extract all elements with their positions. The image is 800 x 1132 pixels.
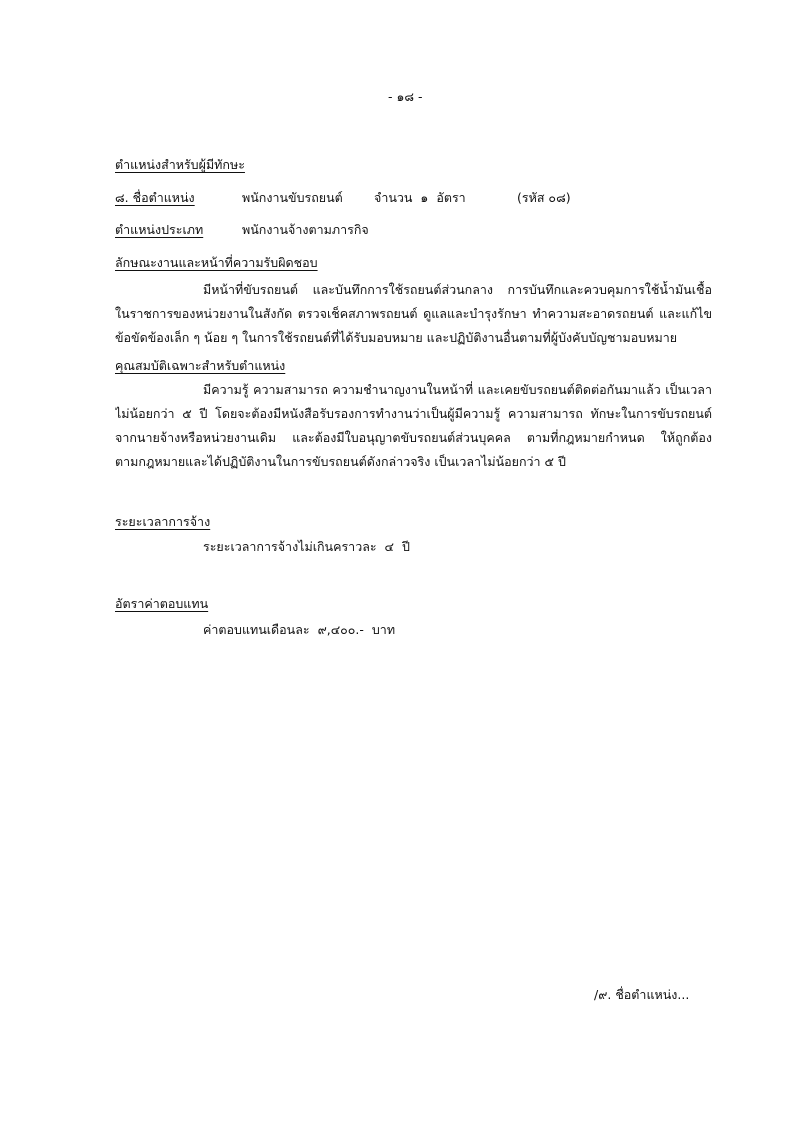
employment-period-heading: ระยะเวลาการจ้าง <box>115 514 211 529</box>
qualifications-line: ตามกฎหมายและได้ปฏิบัติงานในการขับรถยนต์ดังกล่าวจริง เป็นเวลาไม่น้อยกว่า ๕ ปี <box>115 454 566 469</box>
position-code: (รหัส ๐๘) <box>517 190 571 205</box>
duties-line: ข้อขัดข้องเล็ก ๆ น้อย ๆ ในการใช้รถยนต์ที่ได้รับมอบหมาย และปฏิบัติงานอื่นตามที่ผู้บังคับบัญชามอบหมาย <box>115 330 678 345</box>
position-label: ๘. ชื่อตำแหน่ง <box>115 190 195 205</box>
page-number: - ๑๘ - <box>388 89 423 104</box>
qualifications-heading: คุณสมบัติเฉพาะสำหรับตำแหน่ง <box>115 358 286 373</box>
duties-line: มีหน้าที่ขับรถยนต์ และบันทึกการใช้รถยนต์ส่วนกลาง การบันทึกและควบคุมการใช้น้ำมันเชื้อ <box>203 282 712 297</box>
section-heading: ตำแหน่งสำหรับผู้มีทักษะ <box>115 157 245 172</box>
position-name: พนักงานขับรถยนต์ <box>242 190 343 205</box>
compensation-heading: อัตราค่าตอบแทน <box>115 596 209 611</box>
duties-heading: ลักษณะงานและหน้าที่ความรับผิดชอบ <box>115 255 318 270</box>
continuation-note: /๙. ชื่อตำแหน่ง... <box>594 987 690 1002</box>
position-type-value: พนักงานจ้างตามภารกิจ <box>242 222 369 237</box>
qualifications-line: มีความรู้ ความสามารถ ความชำนาญงานในหน้าที่ และเคยขับรถยนต์ติดต่อกันมาแล้ว เป็นเวลา <box>203 382 712 397</box>
employment-period-value: ระยะเวลาการจ้างไม่เกินคราวละ ๔ ปี <box>203 539 410 554</box>
duties-line: ในราชการของหน่วยงานในสังกัด ตรวจเช็คสภาพรถยนต์ ดูแลและบำรุงรักษา ทำความสะอาดรถยนต์ และแก้ไข <box>115 306 712 321</box>
qualifications-line: จากนายจ้างหรือหน่วยงานเดิม และต้องมีใบอนุญาตขับรถยนต์ส่วนบุคคล ตามที่กฎหมายกำหนด ให้ถูกต้อง <box>115 430 712 445</box>
qualifications-line: ไม่น้อยกว่า ๕ ปี โดยจะต้องมีหนังสือรับรองการทำงานว่าเป็นผู้มีความรู้ ความสามารถ ทักษะในการขับรถยนต์ <box>115 406 712 421</box>
compensation-value: ค่าตอบแทนเดือนละ ๙,๔๐๐.- บาท <box>203 622 396 637</box>
position-count: จำนวน ๑ อัตรา <box>374 190 466 205</box>
position-type-label: ตำแหน่งประเภท <box>115 222 204 237</box>
